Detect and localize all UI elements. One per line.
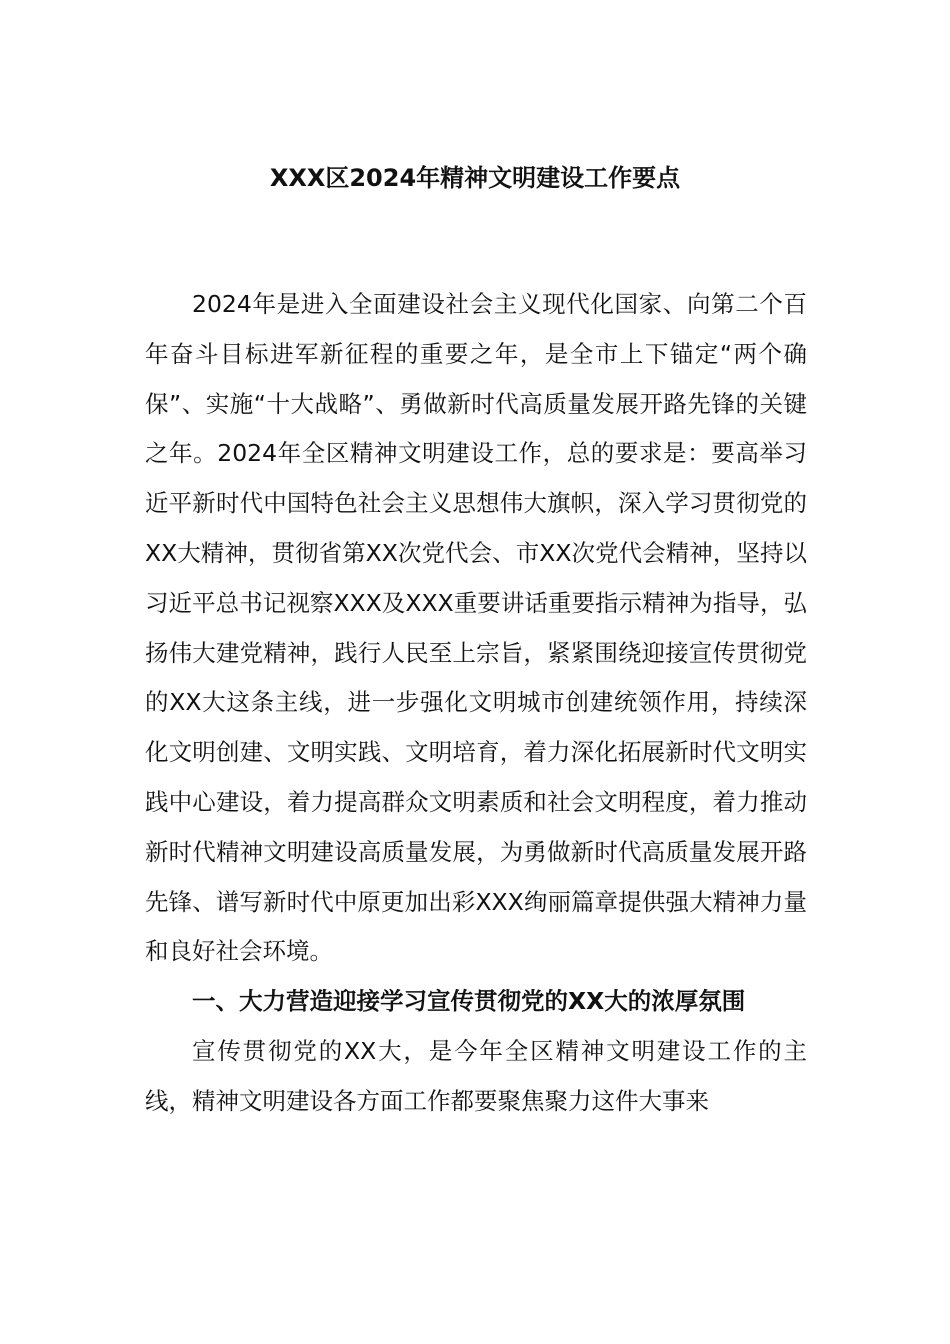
document-body (145, 280, 807, 1127)
section-paragraph: 宣传贯彻党的XX大，是今年全区精神文明建设工作的主线，精神文明建设各方面工作都要聚焦聚力这件大事来 (145, 1036, 807, 1115)
section-heading: 一、大力营造迎接学习宣传贯彻党的XX大的浓厚氛围 (192, 987, 746, 1016)
document-title: XXX区2024年精神文明建设工作要点 (269, 164, 681, 192)
intro-paragraph: 2024年是进入全面建设社会主义现代化国家、向第二个百年奋斗目标进军新征程的重要之年，是全市上下锚定“两个确保”、实施“十大战略”、勇做新时代高质量发展开路先锋的关键之年。2024年全区精神文明建设工作，总的要求是：要高举习近平新时代中国特色社会主义思想伟大旗帜，深入学习贯彻党的XX大精神，贯彻省第XX次党代会、市XX次党代会精神，坚持以习近平总书记视察XXX及XXX重要讲话重要指示精神为指导，弘扬伟大建党精神，践行人民至上宗旨，紧紧围绕迎接宣传贯彻党的XX大这条主线，进一步强化文明城市创建统领作用，持续深化文明创建、文明实践、文明培育，着力深化拓展新时代文明实践中心建设，着力提高群众文明素质和社会文明程度，着力推动新时代精神文明建设高质量发展，为勇做新时代高质量发展开路先锋、谱写新时代中原更加出彩XXX绚丽篇章提供强大精神力量和良好社会环境。 (145, 290, 807, 966)
